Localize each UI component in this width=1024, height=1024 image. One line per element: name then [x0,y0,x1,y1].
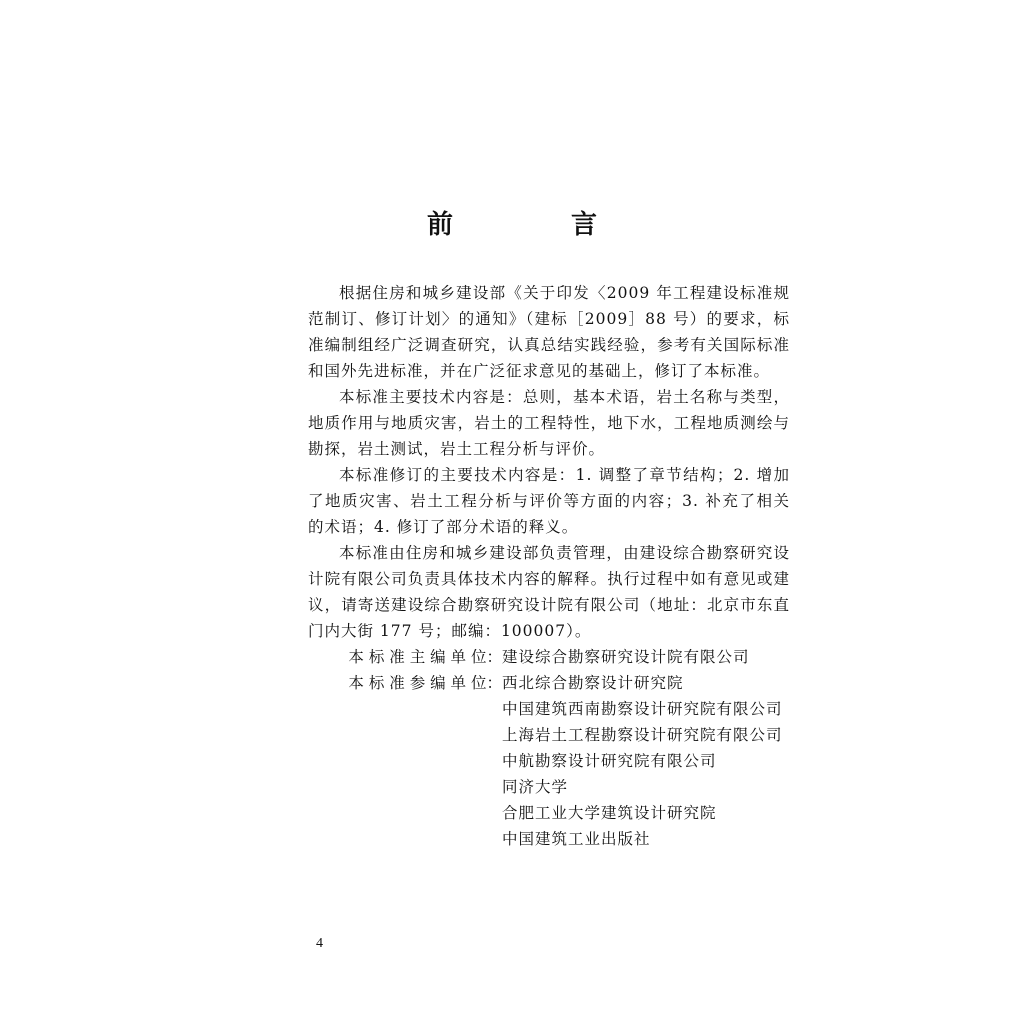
participating-units-label: 本 标 准 参 编 单 位： [348,674,502,692]
participating-unit: 中国建筑工业出版社 [502,830,651,848]
participating-units-row [308,670,790,852]
page-title: 前 言 [426,210,643,240]
participating-unit: 上海岩土工程勘察设计研究院有限公司 [502,726,783,744]
paragraph-main-contents: 本标准主要技术内容是：总则，基本术语，岩土名称与类型，地质作用与地质灾害，岩土的工程特性，地下水，工程地质测绘与勘探，岩土测试，岩土工程分析与评价。 [308,388,790,458]
participating-unit: 同济大学 [502,778,569,796]
preface-body [308,280,790,852]
paragraph-revision-contents: 本标准修订的主要技术内容是：1. 调整了章节结构；2. 增加了地质灾害、岩土工程分析与评价等方面的内容；3. 补充了相关的术语；4. 修订了部分术语的释义。 [308,466,790,536]
participating-unit: 合肥工业大学建筑设计研究院 [502,804,717,822]
participating-unit: 中国建筑西南勘察设计研究院有限公司 [502,700,783,718]
participating-unit: 西北综合勘察设计研究院 [502,674,684,692]
paragraph-compilation-basis: 根据住房和城乡建设部《关于印发〈2009 年工程建设标准规范制订、修订计划〉的通知》（建标［2009］88 号）的要求，标准编制组经广泛调查研究，认真总结实践经验，参考有关国际标准和国外先进标准，并在广泛征求意见的基础上，修订了本标准。 [308,284,790,380]
chief-unit-label: 本 标 准 主 编 单 位： [348,648,502,666]
paragraph-management: 本标准由住房和城乡建设部负责管理，由建设综合勘察研究设计院有限公司负责具体技术内容的解释。执行过程中如有意见或建议，请寄送建设综合勘察研究设计院有限公司（地址：北京市东直门内大街 177 号；邮编：100007）。 [308,544,790,640]
chief-unit-row [308,644,790,670]
page-number: 4 [316,936,323,951]
chief-unit-value: 建设综合勘察研究设计院有限公司 [502,648,750,666]
participating-units-list [502,670,790,852]
participating-unit: 中航勘察设计研究院有限公司 [502,752,717,770]
